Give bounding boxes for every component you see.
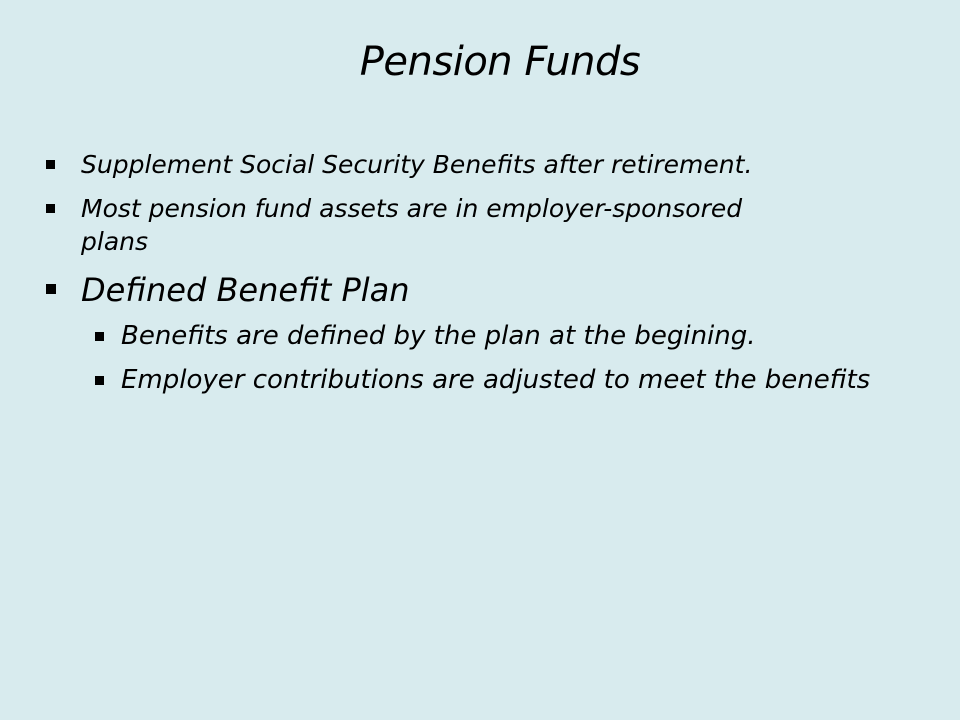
bullet-list [0,148,960,408]
bullet-item [0,192,801,258]
square-bullet-icon [46,204,55,213]
sub-bullet-item [0,320,921,353]
square-bullet-icon [46,160,55,169]
square-bullet-icon [95,376,104,385]
sub-bullet-item [0,364,921,397]
bullet-heading: Defined Benefit Plan [81,271,410,309]
bullet-item [0,270,901,310]
bullet-item [0,148,801,181]
sub-bullet-text: Employer contributions are adjusted to meet the benefits [121,365,871,395]
sub-bullet-text: Benefits are defined by the plan at the begining. [121,321,756,351]
slide-title: Pension Funds [359,39,641,85]
bullet-text: Supplement Social Security Benefits after retirement. [81,150,753,179]
bullet-text: Most pension fund assets are in employer-sponsored plans [81,194,743,256]
square-bullet-icon [46,284,56,294]
square-bullet-icon [95,332,104,341]
